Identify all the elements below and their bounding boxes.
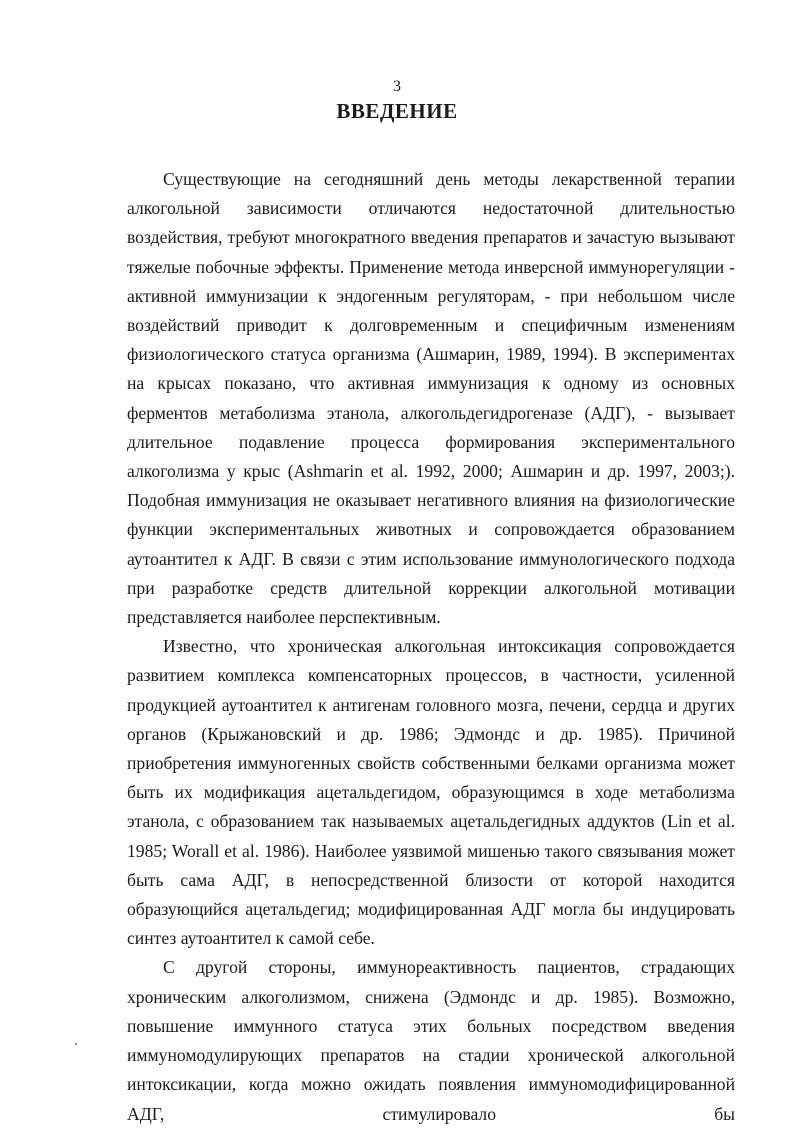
scan-speck bbox=[75, 1043, 77, 1045]
paragraph-2: Известно, что хроническая алкогольная интоксикация сопровождается развитием комплекса компенсаторных процессов, в частности, усиленной продукцией аутоантител к антигенам головного мозга, печени, сердца и других органов (Крыжановский и др. 1986; Эдмондс и др. 1985). Причиной приобретения иммуногенных свойств собственными белками организма может быть их модификация ацетальдегидом, образующимся в ходе метаболизма этанола, с образованием так называемых ацетальдегидных аддуктов (Lin et al. 1985; Worall et al. 1986). Наиболее уязвимой мишенью такого связывания может быть сама АДГ, в непосредственной близости от которой находится образующийся ацетальдегид; модифицированная АДГ могла бы индуцировать синтез аутоантител к самой себе. bbox=[127, 636, 735, 949]
paragraph-3: С другой стороны, иммунореактивность пациентов, страдающих хроническим алкоголизмом, снижена (Эдмондс и др. 1985). Возможно, повышение иммунного статуса этих больных посредством введения иммуномодулирующих препаратов на стадии хронической алкогольной интоксикации, когда можно ожидать появления иммуномодифицированной АДГ, стимулировало бы bbox=[127, 957, 735, 1124]
body-text bbox=[127, 165, 735, 1129]
page-number: 3 bbox=[393, 78, 401, 95]
paragraph-1: Существующие на сегодняшний день методы лекарственной терапии алкогольной зависимости отличаются недостаточной длительностью воздействия, требуют многократного введения препаратов и зачастую вызывают тяжелые побочные эффекты. Применение метода инверсной иммунорегуляции - активной иммунизации к эндогенным регуляторам, - при небольшом числе воздействий приводит к долговременным и специфичным изменениям физиологического статуса организма (Ашмарин, 1989, 1994). В экспериментах на крысах показано, что активная иммунизация к одному из основных ферментов метаболизма этанола, алкогольдегидрогеназе (АДГ), - вызывает длительное подавление процесса формирования экспериментального алкоголизма у крыс (Ashmarin et al. 1992, 2000; Ашмарин и др. 1997, 2003;). Подобная иммунизация не оказывает негативного влияния на физиологические функции экспериментальных животных и сопровождается образованием аутоантител к АДГ. В связи с этим использование иммунологического подхода при разработке средств длительной коррекции алкогольной мотивации представляется наиболее перспективным. bbox=[127, 169, 735, 628]
page-title: ВВЕДЕНИЕ bbox=[336, 99, 458, 123]
